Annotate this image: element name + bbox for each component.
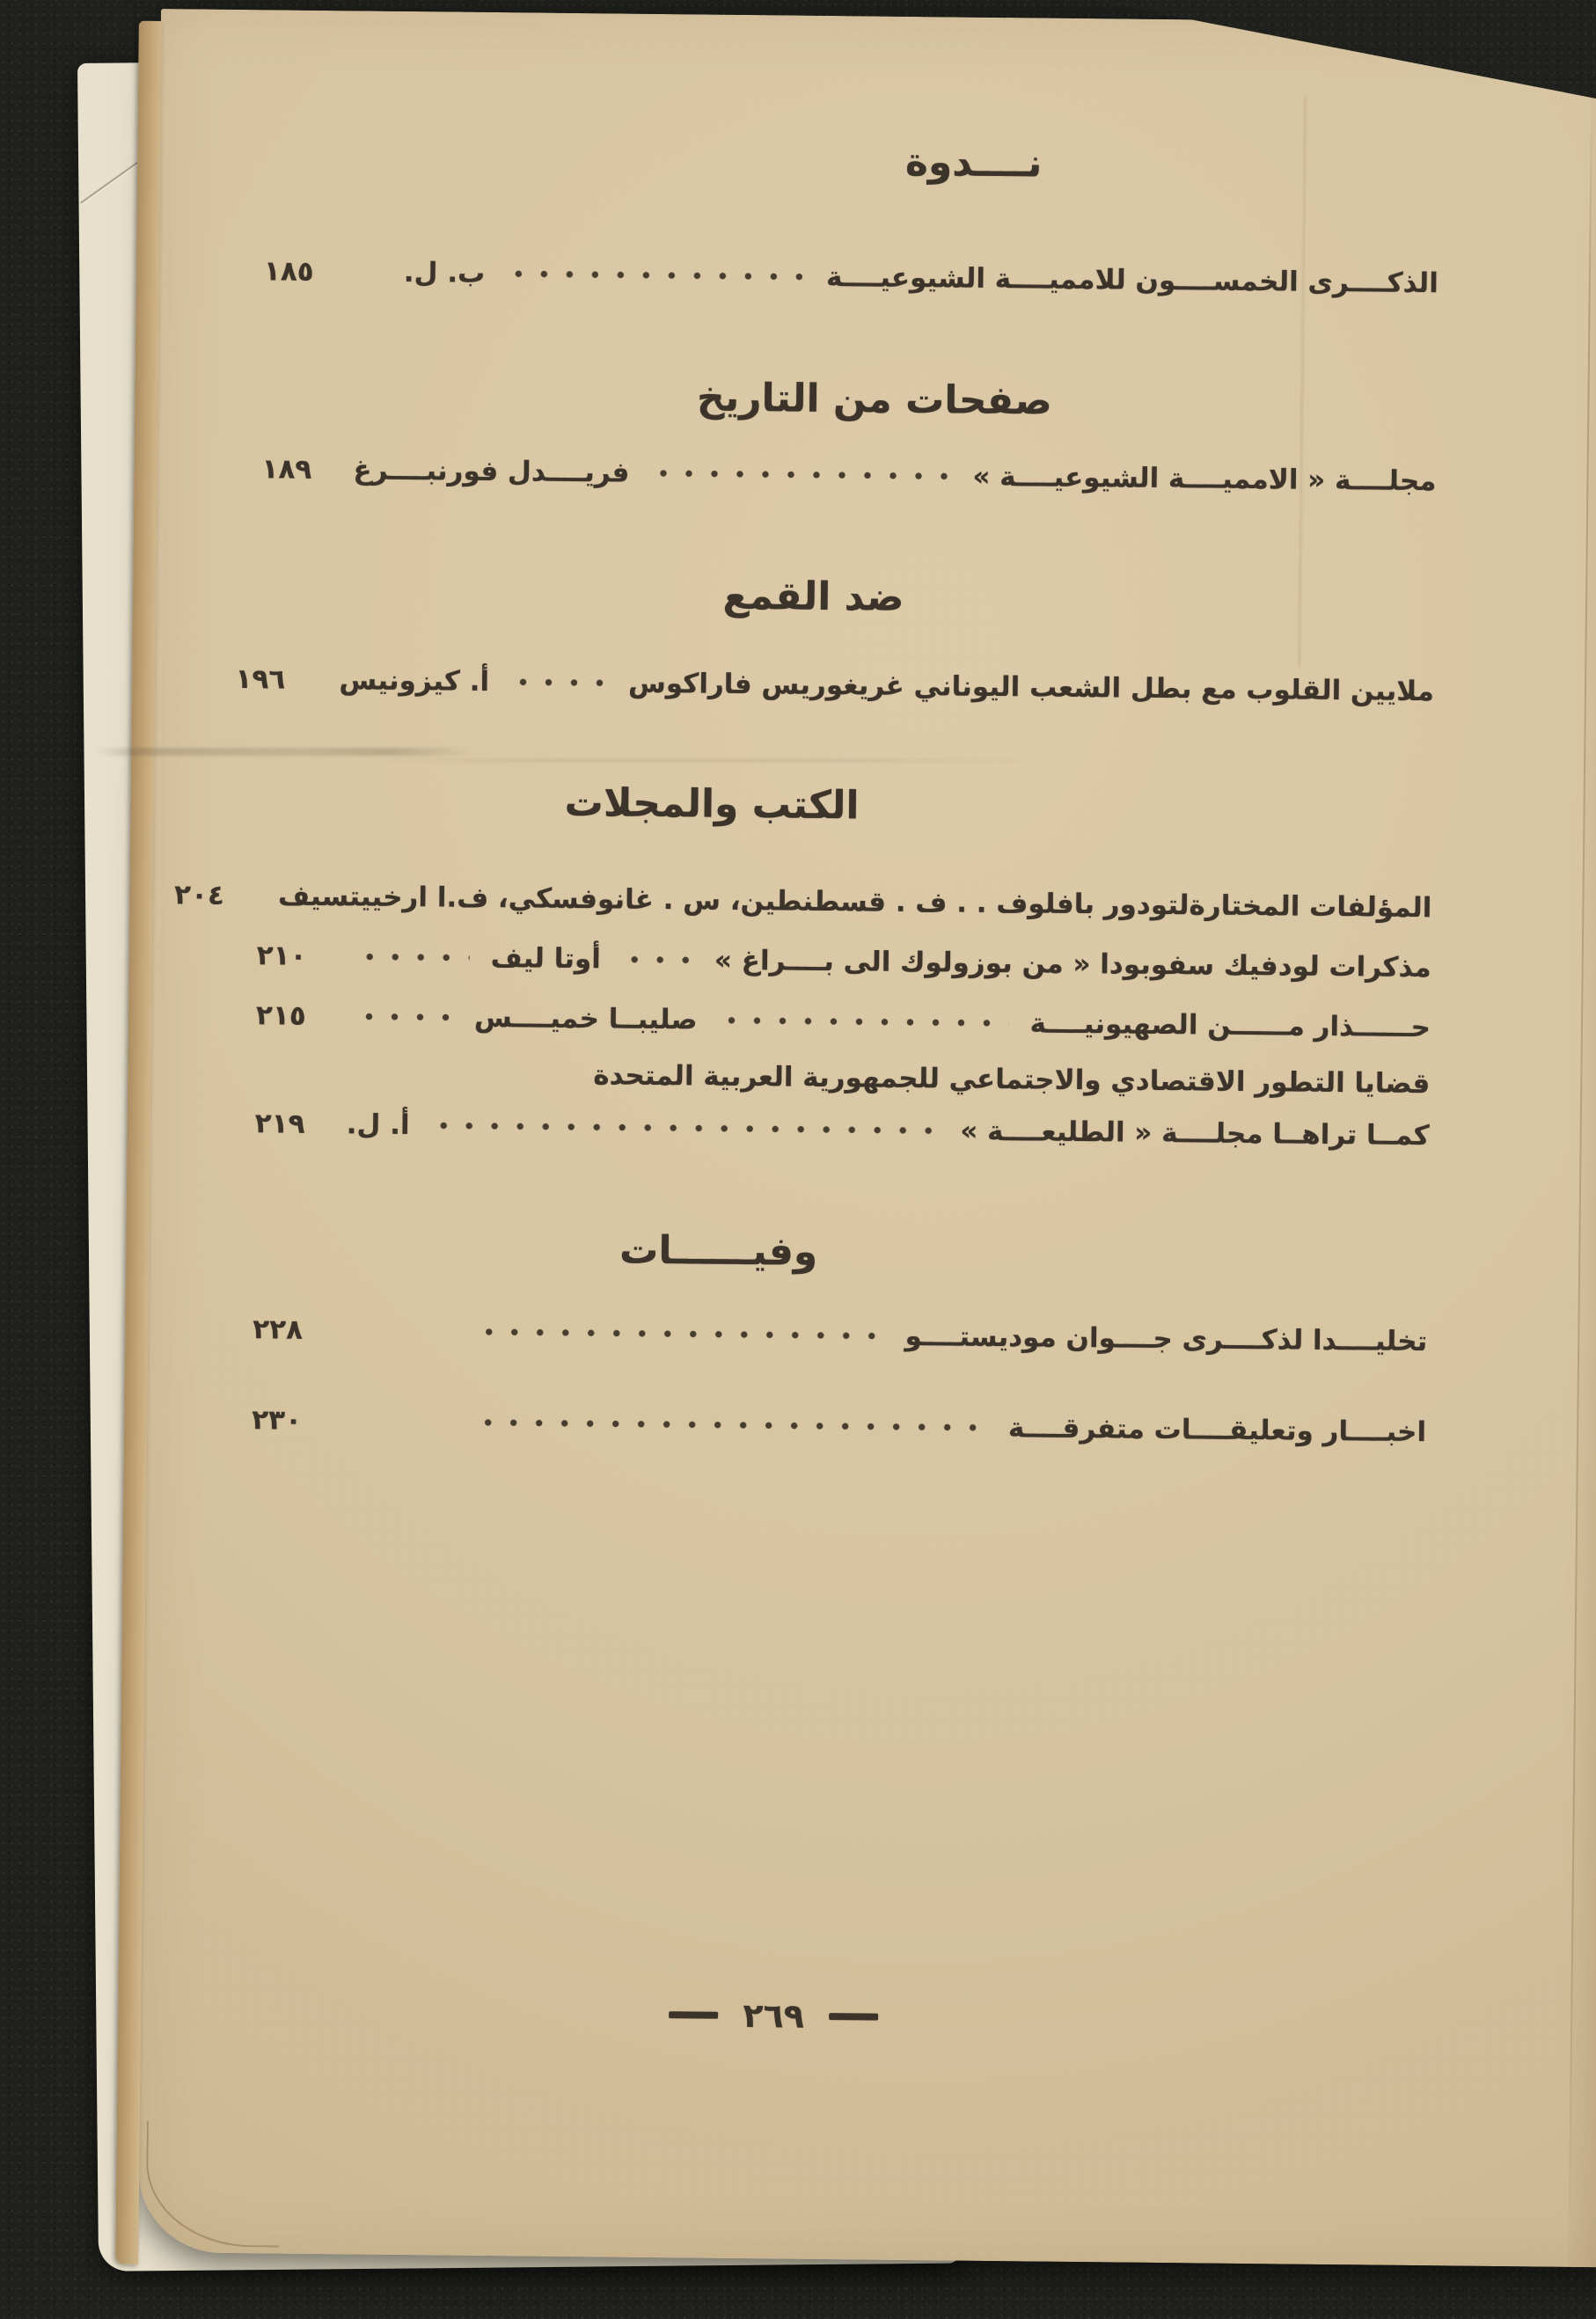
toc-entry xyxy=(254,1102,1429,1157)
section-heading-obituaries: وفيــــــات xyxy=(619,1227,818,1275)
corner-crease xyxy=(145,2121,280,2248)
entry-author: أوتا ليف xyxy=(490,941,602,976)
folio-footer xyxy=(245,1991,1301,2041)
entry-title: ملايين القلوب مع بطل الشعب اليوناني غريغوريس فاراكوس xyxy=(627,667,1435,708)
section-heading-history: صفحات من التاريخ xyxy=(696,375,1053,424)
ink-smudge xyxy=(95,748,473,756)
entry-title: قضايا التطور الاقتصادي والاجتماعي للجمهورية العربية المتحدة xyxy=(593,1059,1431,1101)
section-heading-books-magazines: الكتب والمجلات xyxy=(564,779,860,829)
footer-dash xyxy=(829,2013,878,2021)
entry-page-number: ٢٢٨ xyxy=(253,1313,304,1346)
entry-author: فريــــدل فورنبــــرغ xyxy=(353,454,630,489)
toc-entry xyxy=(256,934,1431,989)
entry-author: أ. ل. xyxy=(346,1108,410,1142)
dot-leader xyxy=(431,1120,940,1136)
dot-leader xyxy=(718,1015,1008,1028)
toc-entry xyxy=(173,874,1432,929)
entry-title: تخليــــدا لذكــــرى جــــوان موديستــــو xyxy=(904,1320,1428,1358)
entry-page-number: ٢٣٠ xyxy=(252,1404,303,1437)
dot-leader xyxy=(356,1011,453,1022)
entry-title: الذكــــرى الخمســــون للامميــــة الشيوعيــــة xyxy=(825,260,1439,300)
section-heading-against-repression: ضد القمع xyxy=(722,573,904,620)
toc-entry xyxy=(264,250,1439,304)
entry-page-number: ٢١٥ xyxy=(255,999,306,1032)
section-heading-symposium: نــــدوة xyxy=(904,139,1043,187)
dot-leader xyxy=(622,955,693,966)
page-edge-shading xyxy=(1568,24,1596,2267)
dot-leader xyxy=(506,268,805,282)
dot-leader xyxy=(650,468,951,482)
entry-page-number: ١٨٩ xyxy=(261,453,312,486)
entry-author: أ. كيزونيس xyxy=(339,664,490,698)
entry-title: كمــا تراهــا مجلــــة « الطليعــــة » xyxy=(960,1115,1430,1152)
toc-entry xyxy=(261,448,1436,502)
ink-smudge xyxy=(370,758,1038,763)
entry-author: ب. ل. xyxy=(403,256,486,289)
toc-entry xyxy=(252,1399,1426,1453)
toc-entry xyxy=(253,1308,1427,1363)
entry-page-number: ٢١٩ xyxy=(254,1108,305,1140)
entry-title: المؤلفات المختارةلتودور بافلوف . . ف . قسطنطين، س . غانوفسكي، ف.ا ارخييتسيف xyxy=(277,880,1432,925)
toc-entry-title-line xyxy=(255,1050,1430,1105)
entry-title: حــــــذار مــــــن الصهيونيــــة xyxy=(1029,1007,1431,1044)
entry-title: مجلــــة « الامميــــة الشيوعيــــة » xyxy=(972,460,1437,498)
toc-page xyxy=(137,9,1596,2267)
entry-page-number: ١٨٥ xyxy=(263,255,314,288)
entry-page-number: ٢١٠ xyxy=(256,940,307,972)
entry-title: مذكرات لودفيك سفوبودا « من بوزولوك الى بــــراغ » xyxy=(714,944,1431,984)
entry-page-number: ٢٠٤ xyxy=(173,879,225,911)
toc-entry xyxy=(256,994,1431,1049)
footer-dash xyxy=(669,2011,718,2019)
dot-leader xyxy=(475,1417,987,1433)
dot-leader xyxy=(510,677,607,688)
toc-entry xyxy=(235,658,1435,713)
entry-page-number: ١٩٦ xyxy=(235,662,286,696)
dot-leader xyxy=(476,1327,883,1342)
dot-leader xyxy=(357,951,470,962)
folio-page-number: ٢٦٩ xyxy=(743,1996,805,2036)
entry-title: اخبــــار وتعليقــــات متفرقــــة xyxy=(1007,1412,1427,1449)
entry-author: صليبــا خميــــس xyxy=(473,1001,698,1036)
